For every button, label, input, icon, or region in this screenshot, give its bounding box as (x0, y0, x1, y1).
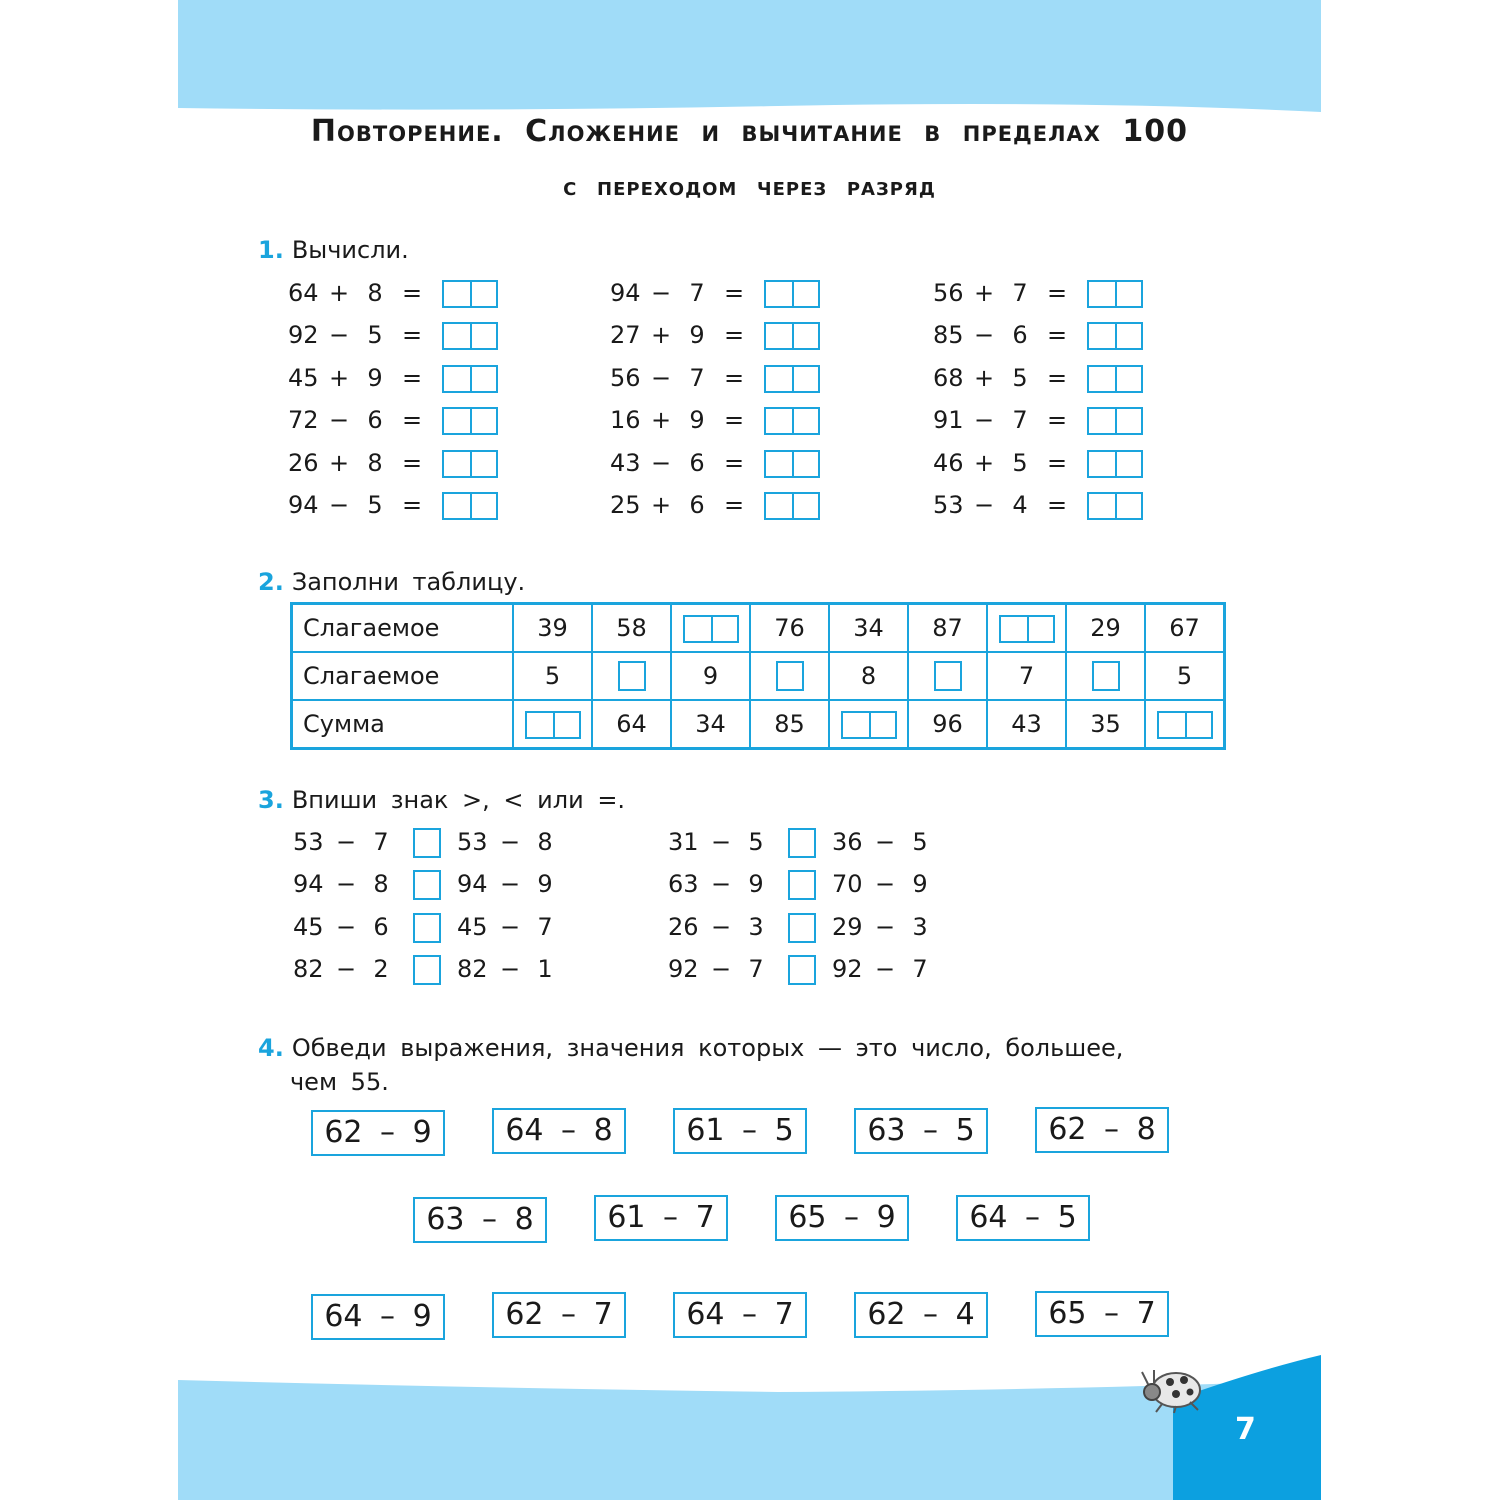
answer-box[interactable] (776, 661, 804, 691)
table-cell (750, 652, 829, 700)
table-cell: 87 (908, 604, 987, 653)
operand-a: 46 (933, 448, 964, 477)
operand-b: 7 (1012, 279, 1028, 307)
right-b: 9 (912, 870, 928, 899)
task1-number: 1. (258, 236, 284, 264)
answer-box[interactable] (1157, 711, 1213, 739)
equals-sign: = (401, 448, 423, 477)
answer-box[interactable] (442, 450, 498, 478)
answer-box[interactable] (1087, 492, 1143, 520)
equals-sign: = (723, 448, 745, 477)
answer-box[interactable] (764, 365, 820, 393)
task2-instruction: Заполни таблицу. (291, 568, 526, 596)
operator: + (973, 448, 995, 477)
equals-sign: = (723, 363, 745, 392)
operand-b: 6 (689, 448, 705, 477)
operator: + (650, 321, 672, 350)
top-decorative-band (178, 0, 1321, 115)
operand-b: 5 (367, 321, 383, 350)
answer-box[interactable] (683, 615, 739, 643)
operator: − (328, 321, 350, 350)
operator: − (650, 363, 672, 392)
expression-box[interactable]: 64 – 9 (311, 1294, 445, 1340)
table-cell: 76 (750, 604, 829, 653)
operand-a: 56 (610, 363, 641, 392)
equals-sign: = (1046, 363, 1068, 392)
answer-box[interactable] (764, 322, 820, 350)
operand-b: 5 (1012, 448, 1028, 477)
right-a: 82 (457, 955, 488, 984)
table-cell: 9 (671, 652, 750, 700)
table-row (292, 652, 1225, 700)
operand-a: 92 (288, 321, 319, 350)
left-b: 9 (748, 870, 764, 899)
answer-box[interactable] (525, 711, 581, 739)
operator: + (973, 279, 995, 307)
left-a: 63 (668, 870, 699, 899)
comparison-row (668, 911, 932, 943)
answer-box[interactable] (442, 365, 498, 393)
equals-sign: = (1046, 321, 1068, 350)
table-cell (1066, 652, 1145, 700)
table-cell (671, 604, 750, 653)
equals-sign: = (723, 279, 745, 307)
right-a: 53 (457, 828, 488, 856)
table-cell: 7 (987, 652, 1066, 700)
equation-row (610, 320, 820, 350)
right-b: 1 (537, 955, 553, 984)
comparison-row (293, 911, 557, 943)
operand-b: 9 (689, 321, 705, 350)
equals-sign: = (401, 491, 423, 519)
task3-instruction: Впиши знак >, < или =. (291, 786, 626, 814)
answer-box[interactable] (934, 661, 962, 691)
sign-box[interactable] (788, 828, 816, 858)
right-b: 7 (537, 912, 553, 941)
row-label: Слагаемое (292, 652, 514, 700)
operand-b: 9 (689, 406, 705, 435)
task2-number: 2. (258, 568, 284, 596)
equation-row (933, 320, 1143, 350)
right-a: 29 (832, 912, 863, 941)
table-cell: 5 (513, 652, 592, 700)
equals-sign: = (723, 321, 745, 350)
table-cell: 5 (1145, 652, 1225, 700)
answer-box[interactable] (764, 492, 820, 520)
table-cell: 34 (829, 604, 908, 653)
task3-heading (258, 786, 625, 814)
table-cell (987, 604, 1066, 653)
right-b: 5 (912, 828, 928, 856)
equation-row (933, 405, 1143, 435)
comparison-row (668, 953, 932, 985)
equation-row (288, 278, 498, 308)
comparison-row (293, 826, 557, 858)
operand-a: 91 (933, 406, 964, 435)
left-a: 92 (668, 955, 699, 984)
operator: − (973, 406, 995, 435)
answer-box[interactable] (1087, 322, 1143, 350)
right-a: 36 (832, 828, 863, 856)
expression-box[interactable]: 62 – 9 (311, 1110, 445, 1156)
operand-a: 26 (288, 448, 319, 477)
right-a: 94 (457, 870, 488, 899)
expression-box[interactable]: 64 – 5 (956, 1195, 1090, 1241)
operand-a: 64 (288, 279, 319, 307)
equation-row (288, 490, 498, 520)
left-a: 82 (293, 955, 324, 984)
left-b: 8 (373, 870, 389, 899)
equals-sign: = (723, 491, 745, 519)
right-a: 45 (457, 912, 488, 941)
table-cell: 96 (908, 700, 987, 749)
left-a: 94 (293, 870, 324, 899)
left-op: − (710, 828, 732, 856)
right-op: − (499, 912, 521, 941)
operand-a: 16 (610, 406, 641, 435)
task4-number: 4. (258, 1034, 284, 1062)
left-b: 7 (748, 955, 764, 984)
operand-b: 6 (367, 406, 383, 435)
operand-a: 94 (288, 491, 319, 519)
sign-box[interactable] (413, 955, 441, 985)
left-op: − (710, 912, 732, 941)
answer-box[interactable] (1087, 407, 1143, 435)
equation-row (610, 490, 820, 520)
answer-box[interactable] (764, 407, 820, 435)
answer-box[interactable] (764, 450, 820, 478)
expression-box[interactable]: 65 – 7 (1035, 1291, 1169, 1337)
equation-row (610, 405, 820, 435)
operator: + (328, 279, 350, 307)
right-a: 70 (832, 870, 863, 899)
expression-box[interactable]: 63 – 5 (854, 1108, 988, 1154)
operand-a: 72 (288, 406, 319, 435)
answer-box[interactable] (442, 407, 498, 435)
equals-sign: = (401, 279, 423, 307)
operator: + (328, 448, 350, 477)
right-op: − (874, 870, 896, 899)
equals-sign: = (1046, 406, 1068, 435)
operator: − (973, 321, 995, 350)
table-cell (829, 700, 908, 749)
operator: − (650, 448, 672, 477)
operand-a: 56 (933, 279, 964, 307)
operand-b: 8 (367, 279, 383, 307)
answer-box[interactable] (442, 492, 498, 520)
table-cell: 67 (1145, 604, 1225, 653)
answer-box[interactable] (618, 661, 646, 691)
table-cell: 34 (671, 700, 750, 749)
equation-row (933, 278, 1143, 308)
sum-table (290, 602, 1226, 750)
operand-b: 7 (1012, 406, 1028, 435)
table-cell (1145, 700, 1225, 749)
right-op: − (874, 912, 896, 941)
table-cell (908, 652, 987, 700)
equation-row (933, 448, 1143, 478)
left-a: 26 (668, 912, 699, 941)
table-cell: 43 (987, 700, 1066, 749)
workbook-page (178, 0, 1321, 1500)
equals-sign: = (401, 406, 423, 435)
equation-row (288, 448, 498, 478)
left-op: − (710, 870, 732, 899)
operand-b: 7 (689, 363, 705, 392)
operand-b: 5 (1012, 363, 1028, 392)
operator: + (328, 363, 350, 392)
page-title: Повторение. Сложение и вычитание в пределах 100 (310, 114, 1189, 149)
equals-sign: = (723, 406, 745, 435)
sign-box[interactable] (413, 870, 441, 900)
right-op: − (499, 870, 521, 899)
expression-box[interactable]: 61 – 7 (594, 1195, 728, 1241)
table-cell: 64 (592, 700, 671, 749)
answer-box[interactable] (442, 322, 498, 350)
task3-number: 3. (258, 786, 284, 814)
row-label: Слагаемое (292, 604, 514, 653)
answer-box[interactable] (841, 711, 897, 739)
operand-a: 68 (933, 363, 964, 392)
left-op: − (335, 828, 357, 856)
equation-row (288, 320, 498, 350)
expression-box[interactable]: 64 – 7 (673, 1292, 807, 1338)
operand-b: 7 (689, 279, 705, 307)
table-row (292, 604, 1225, 653)
comparison-row (668, 868, 932, 900)
equals-sign: = (1046, 279, 1068, 307)
operand-a: 25 (610, 491, 641, 519)
left-a: 53 (293, 828, 324, 856)
left-b: 3 (748, 912, 764, 941)
ladybug-icon (1140, 1366, 1210, 1414)
right-op: − (874, 828, 896, 856)
left-a: 45 (293, 912, 324, 941)
left-op: − (335, 912, 357, 941)
page-subtitle: с переходом через разряд (563, 172, 936, 201)
right-b: 9 (537, 870, 553, 899)
task1-heading (258, 236, 409, 264)
equals-sign: = (1046, 448, 1068, 477)
expression-box[interactable]: 62 – 7 (492, 1292, 626, 1338)
operator: + (973, 363, 995, 392)
operand-a: 94 (610, 279, 641, 307)
table-cell: 8 (829, 652, 908, 700)
comparison-row (293, 953, 557, 985)
table-cell: 35 (1066, 700, 1145, 749)
page-number: 7 (1235, 1412, 1256, 1447)
operand-a: 27 (610, 321, 641, 350)
right-b: 8 (537, 828, 553, 856)
operand-a: 45 (288, 363, 319, 392)
operand-a: 53 (933, 491, 964, 519)
task1-instruction: Вычисли. (291, 236, 409, 264)
expression-box[interactable]: 65 – 9 (775, 1195, 909, 1241)
task4-instruction-line1: Обведи выражения, значения которых — это число, большее, (291, 1034, 1124, 1062)
task4-instruction-line2: чем 55. (290, 1068, 389, 1096)
left-b: 6 (373, 912, 389, 941)
left-b: 7 (373, 828, 389, 856)
answer-box[interactable] (999, 615, 1055, 643)
operator: + (650, 491, 672, 519)
sign-box[interactable] (788, 955, 816, 985)
expression-box[interactable]: 63 – 8 (413, 1197, 547, 1243)
equation-row (610, 363, 820, 393)
table-cell: 85 (750, 700, 829, 749)
equation-row (288, 363, 498, 393)
equation-row (933, 490, 1143, 520)
table-cell: 58 (592, 604, 671, 653)
operator: − (650, 279, 672, 307)
operator: − (328, 406, 350, 435)
sign-box[interactable] (788, 870, 816, 900)
left-op: − (335, 955, 357, 984)
left-b: 2 (373, 955, 389, 984)
right-op: − (874, 955, 896, 984)
equation-row (610, 448, 820, 478)
equals-sign: = (1046, 491, 1068, 519)
operand-b: 6 (689, 491, 705, 519)
expression-box[interactable]: 64 – 8 (492, 1108, 626, 1154)
left-op: − (335, 870, 357, 899)
left-op: − (710, 955, 732, 984)
operand-b: 4 (1012, 491, 1028, 519)
table-cell: 39 (513, 604, 592, 653)
operator: + (650, 406, 672, 435)
table-cell (592, 652, 671, 700)
equation-row (288, 405, 498, 435)
answer-box[interactable] (764, 280, 820, 308)
answer-box[interactable] (1087, 365, 1143, 393)
right-a: 92 (832, 955, 863, 984)
operator: − (328, 491, 350, 519)
sign-box[interactable] (413, 828, 441, 858)
table-cell (513, 700, 592, 749)
expression-box[interactable]: 62 – 4 (854, 1292, 988, 1338)
expression-box[interactable]: 61 – 5 (673, 1108, 807, 1154)
sign-box[interactable] (413, 913, 441, 943)
task4-heading (258, 1034, 1258, 1062)
sign-box[interactable] (788, 913, 816, 943)
right-op: − (499, 955, 521, 984)
comparison-row (293, 868, 557, 900)
operand-a: 85 (933, 321, 964, 350)
expression-box[interactable]: 62 – 8 (1035, 1107, 1169, 1153)
operand-b: 9 (367, 363, 383, 392)
answer-box[interactable] (1092, 661, 1120, 691)
answer-box[interactable] (1087, 280, 1143, 308)
table-cell: 29 (1066, 604, 1145, 653)
equals-sign: = (401, 363, 423, 392)
operand-b: 8 (367, 448, 383, 477)
equation-row (610, 278, 820, 308)
equation-row (933, 363, 1143, 393)
left-a: 31 (668, 828, 699, 856)
row-label: Сумма (292, 700, 514, 749)
left-b: 5 (748, 828, 764, 856)
comparison-row (668, 826, 932, 858)
right-b: 3 (912, 912, 928, 941)
answer-box[interactable] (442, 280, 498, 308)
table-row (292, 700, 1225, 749)
operand-a: 43 (610, 448, 641, 477)
operand-b: 6 (1012, 321, 1028, 350)
right-b: 7 (912, 955, 928, 984)
equals-sign: = (401, 321, 423, 350)
right-op: − (499, 828, 521, 856)
task2-heading (258, 568, 525, 596)
answer-box[interactable] (1087, 450, 1143, 478)
operand-b: 5 (367, 491, 383, 519)
operator: − (973, 491, 995, 519)
